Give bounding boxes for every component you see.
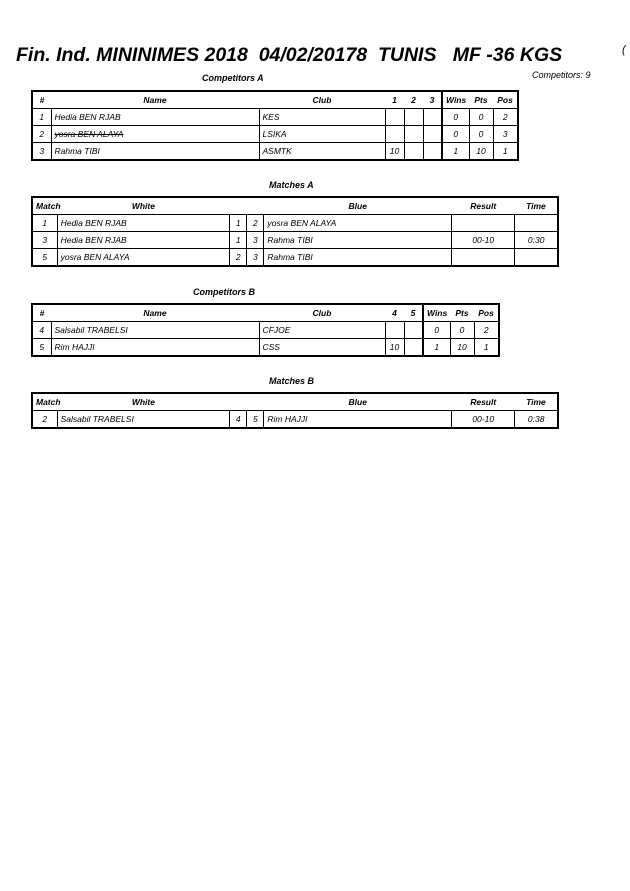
cell-blue: yosra BEN ALAYA [264,215,452,232]
col-round-3: 3 [423,91,442,109]
competitors-b-heading: Competitors B [193,287,256,297]
matches-b-table [31,392,559,429]
cell-time: 0:38 [515,411,558,429]
cell-match: 2 [32,411,57,429]
cell-round [423,126,442,143]
cell-pos: 1 [493,143,518,161]
col-white: White [57,197,230,215]
cell-num: 3 [32,143,51,161]
cell-result: 00-10 [452,411,515,429]
cell-blue-num: 3 [247,232,264,249]
table-row [32,232,558,249]
cell-club: CSS [259,339,385,357]
cell-num: 4 [32,322,51,339]
matches-a-table [31,196,559,267]
cell-name: Rim HAJJI [51,339,259,357]
cell-club: KES [259,109,385,126]
cell-white: Hedia BEN RJAB [57,215,230,232]
cell-round: 10 [385,339,404,357]
cell-name: yosra BEN ALAYA [51,126,259,143]
table-row [32,339,499,357]
col-match: Match [32,197,57,215]
cell-white: yosra BEN ALAYA [57,249,230,267]
col-club: Club [259,91,385,109]
col-num: # [32,91,51,109]
table-row [32,411,558,429]
competitors-b-table [31,303,500,357]
cell-blue: Rahma TIBI [264,232,452,249]
cell-club: ASMTK [259,143,385,161]
cell-time: 0:30 [515,232,558,249]
cell-blue: Rim HAJJI [264,411,452,429]
cell-pos: 2 [493,109,518,126]
cell-name: Rahma TIBI [51,143,259,161]
cell-wins: 1 [423,339,450,357]
cell-result [452,249,515,267]
cell-match: 5 [32,249,57,267]
col-match: Match [32,393,57,411]
table-row [32,143,518,161]
col-result: Result [452,393,515,411]
cell-name: Hedia BEN RJAB [51,109,259,126]
cell-white-num: 1 [230,232,247,249]
cell-white: Hedia BEN RJAB [57,232,230,249]
col-pos: Pos [493,91,518,109]
col-round-5: 5 [404,304,423,322]
col-name: Name [51,304,259,322]
col-wins: Wins [423,304,450,322]
col-pts: Pts [450,304,474,322]
competitors-a-heading: Competitors A [202,73,264,83]
cell-time [515,215,558,232]
cell-white-num: 2 [230,249,247,267]
col-wins: Wins [442,91,469,109]
cell-round: 10 [385,143,404,161]
cell-time [515,249,558,267]
table-header-row [32,393,558,411]
cell-wins: 0 [442,126,469,143]
cell-round [423,109,442,126]
cell-round [423,143,442,161]
cell-blue: Rahma TIBI [264,249,452,267]
col-time: Time [515,393,558,411]
cell-match: 3 [32,232,57,249]
cell-white-num: 1 [230,215,247,232]
cell-round [404,109,423,126]
competitors-a-table [31,90,519,161]
cell-round [385,109,404,126]
cell-wins: 0 [423,322,450,339]
cell-blue-num: 5 [247,411,264,429]
col-pos: Pos [474,304,499,322]
cell-pts: 0 [469,126,493,143]
cell-round [404,126,423,143]
cell-pos: 3 [493,126,518,143]
cell-pts: 10 [469,143,493,161]
cell-num: 5 [32,339,51,357]
col-blue: Blue [264,393,452,411]
table-row [32,109,518,126]
table-row [32,249,558,267]
col-club: Club [259,304,385,322]
cell-result: 00-10 [452,232,515,249]
cell-round [385,126,404,143]
col-round-4: 4 [385,304,404,322]
cell-club: CFJOE [259,322,385,339]
col-num: # [32,304,51,322]
col-result: Result [452,197,515,215]
cell-round [404,143,423,161]
table-header-row [32,197,558,215]
cell-blue-num: 3 [247,249,264,267]
cell-wins: 0 [442,109,469,126]
col-name: Name [51,91,259,109]
cell-num: 1 [32,109,51,126]
cell-round [404,322,423,339]
cell-round [404,339,423,357]
col-time: Time [515,197,558,215]
col-white: White [57,393,230,411]
table-header-row [32,91,518,109]
competitors-count: Competitors: 9 [532,70,591,80]
cell-round [385,322,404,339]
cell-white: Salsabil TRABELSI [57,411,230,429]
col-round-1: 1 [385,91,404,109]
table-header-row [32,304,499,322]
cell-pts: 10 [450,339,474,357]
title-superscript: ( [622,44,626,56]
col-round-2: 2 [404,91,423,109]
cell-pts: 0 [469,109,493,126]
cell-white-num: 4 [230,411,247,429]
matches-a-heading: Matches A [269,180,314,190]
cell-pos: 2 [474,322,499,339]
table-row [32,322,499,339]
page-title: Fin. Ind. MININIMES 2018 04/02/20178 TUNIS MF -36 KGS [16,44,563,66]
cell-num: 2 [32,126,51,143]
cell-pts: 0 [450,322,474,339]
col-blue: Blue [264,197,452,215]
table-row [32,126,518,143]
cell-match: 1 [32,215,57,232]
cell-result [452,215,515,232]
table-row [32,215,558,232]
cell-pos: 1 [474,339,499,357]
cell-blue-num: 2 [247,215,264,232]
cell-name: Salsabil TRABELSI [51,322,259,339]
cell-club: LSIKA [259,126,385,143]
col-pts: Pts [469,91,493,109]
cell-wins: 1 [442,143,469,161]
matches-b-heading: Matches B [269,376,315,386]
